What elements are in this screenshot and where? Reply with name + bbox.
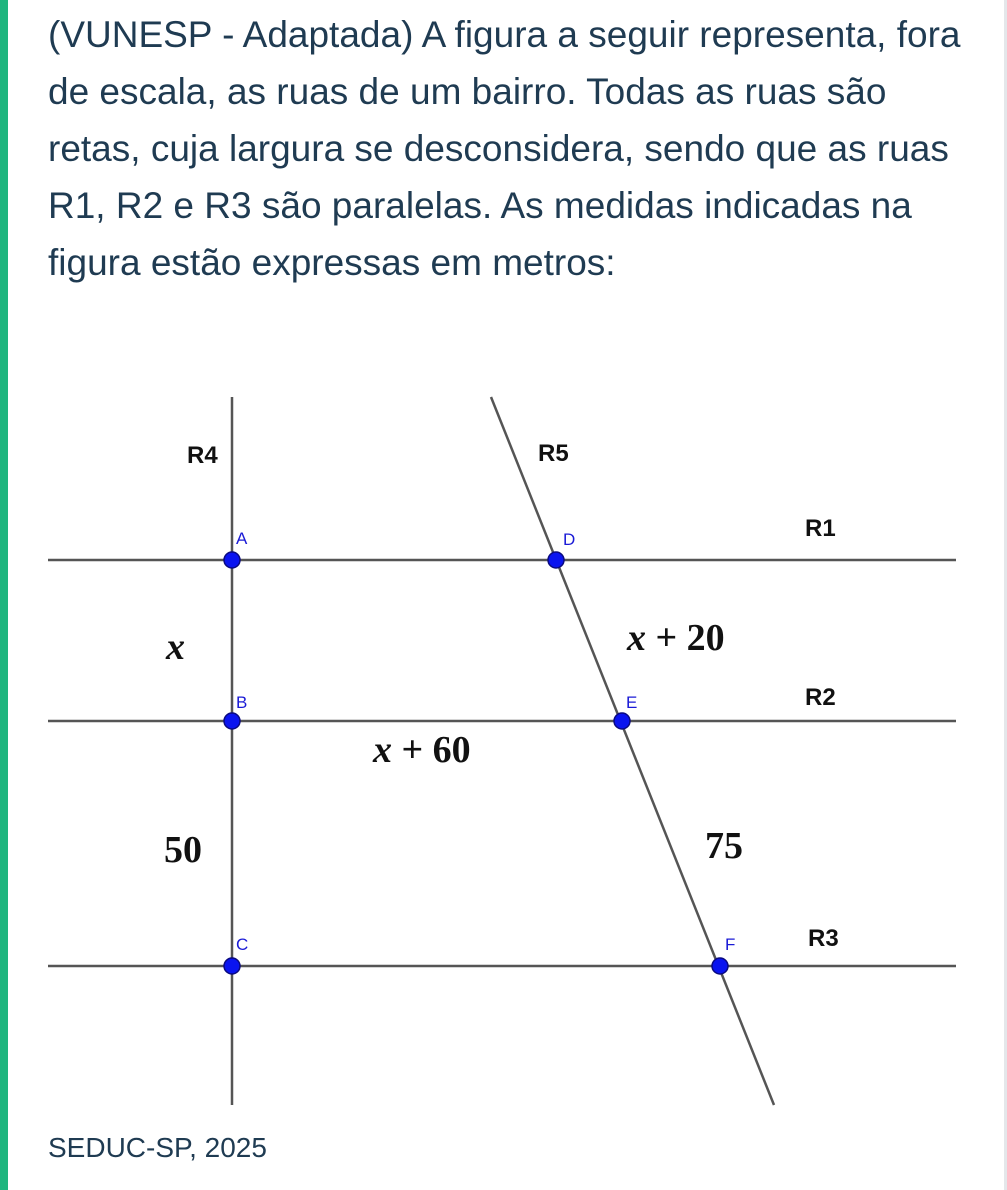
point-f	[712, 958, 728, 974]
measure-be-var: x	[373, 729, 392, 771]
question-text: (VUNESP - Adaptada) A figura a seguir representa, fora de escala, as ruas de um bairro. Todas as ruas são retas, cuja largura se desconsidera, sendo que as ruas R1, R2 e R3 são paralelas. As medidas indicadas na figura estão expressas em metros:	[48, 14, 961, 283]
label-point-b: B	[236, 693, 248, 712]
point-b	[224, 713, 240, 729]
label-point-d: D	[563, 530, 576, 549]
label-point-e: E	[626, 693, 638, 712]
label-point-a: A	[236, 529, 248, 548]
point-d	[548, 552, 564, 568]
street-r5-line	[491, 397, 774, 1105]
measure-ab-var: x	[166, 626, 185, 668]
source-citation: SEDUC-SP, 2025	[48, 1132, 267, 1163]
measure-de-rest: + 20	[646, 617, 725, 659]
label-r1: R1	[805, 515, 836, 542]
label-r4: R4	[187, 442, 218, 469]
measure-be-rest: + 60	[392, 729, 471, 771]
label-point-f: F	[725, 935, 736, 954]
label-r2: R2	[805, 684, 836, 711]
measure-ab	[165, 626, 185, 668]
label-point-c: C	[236, 935, 249, 954]
measure-de	[626, 617, 725, 659]
point-c	[224, 958, 240, 974]
label-r5: R5	[538, 440, 569, 467]
label-r3: R3	[808, 925, 839, 952]
measure-be	[372, 729, 471, 771]
measure-de-var: x	[627, 617, 646, 659]
point-e	[614, 713, 630, 729]
measure-ef: 75	[705, 825, 743, 867]
point-a	[224, 552, 240, 568]
measure-bc: 50	[164, 829, 202, 871]
